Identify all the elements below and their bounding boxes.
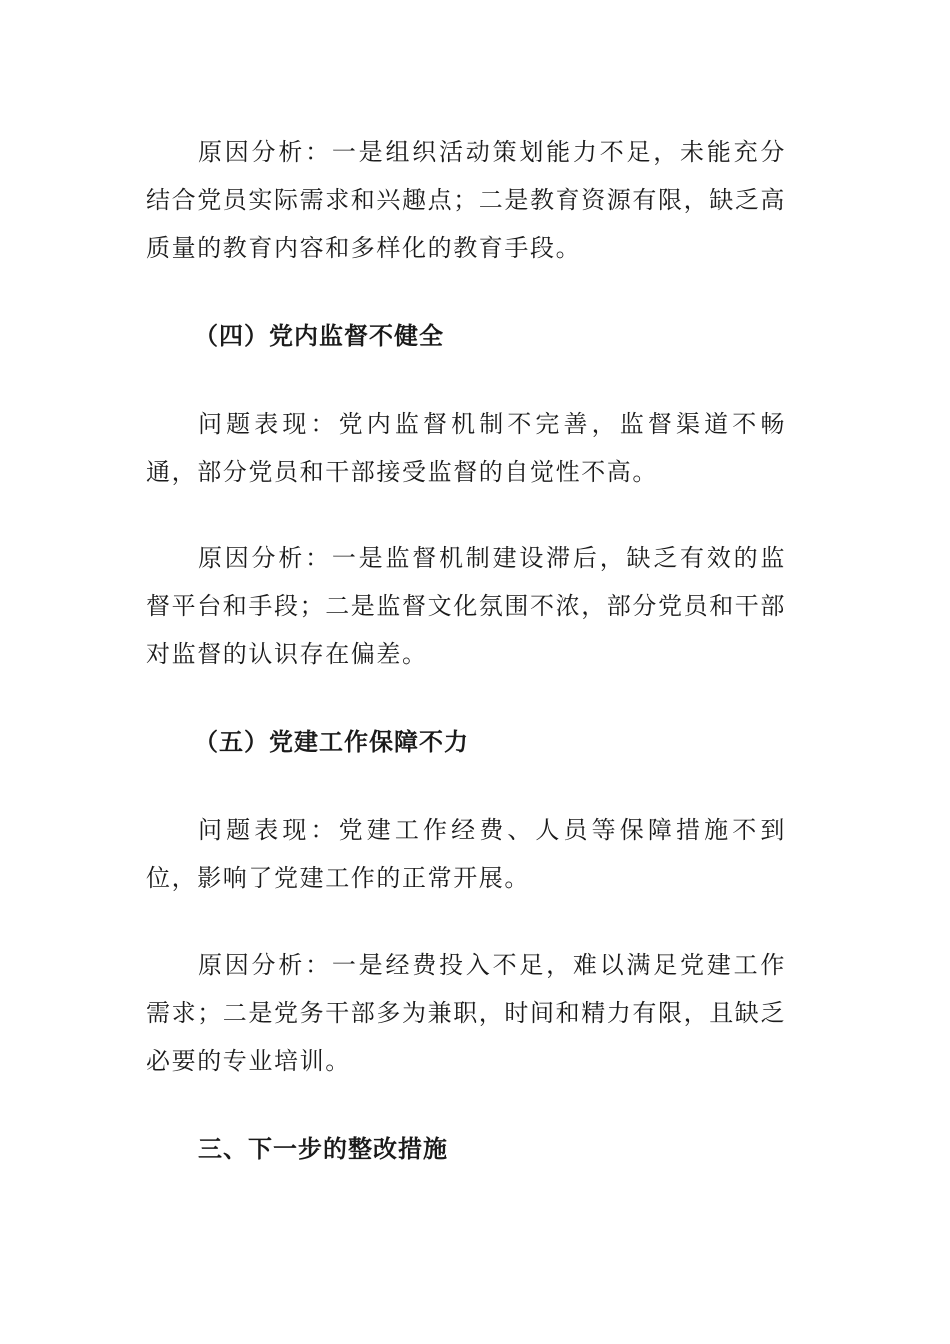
paragraph-cause-analysis-3: 原因分析：一是组织活动策划能力不足，未能充分结合党员实际需求和兴趣点；二是教育资源有限，缺乏高质量的教育内容和多样化的教育手段。 — [146, 138, 786, 262]
paragraph-problem-4: 问题表现：党内监督机制不完善，监督渠道不畅通，部分党员和干部接受监督的自觉性不高。 — [146, 410, 786, 486]
paragraph-cause-analysis-4: 原因分析：一是监督机制建设滞后，缺乏有效的监督平台和手段；二是监督文化氛围不浓，部分党员和干部对监督的认识存在偏差。 — [146, 544, 786, 668]
paragraph-problem-5: 问题表现：党建工作经费、人员等保障措施不到位，影响了党建工作的正常开展。 — [146, 816, 786, 892]
section-heading-4: （四）党内监督不健全 — [194, 322, 444, 350]
paragraph-cause-analysis-5: 原因分析：一是经费投入不足，难以满足党建工作需求；二是党务干部多为兼职，时间和精力有限，且缺乏必要的专业培训。 — [146, 951, 786, 1075]
section-heading-5: （五）党建工作保障不力 — [194, 728, 469, 756]
chapter-heading-3: 三、下一步的整改措施 — [198, 1135, 448, 1163]
